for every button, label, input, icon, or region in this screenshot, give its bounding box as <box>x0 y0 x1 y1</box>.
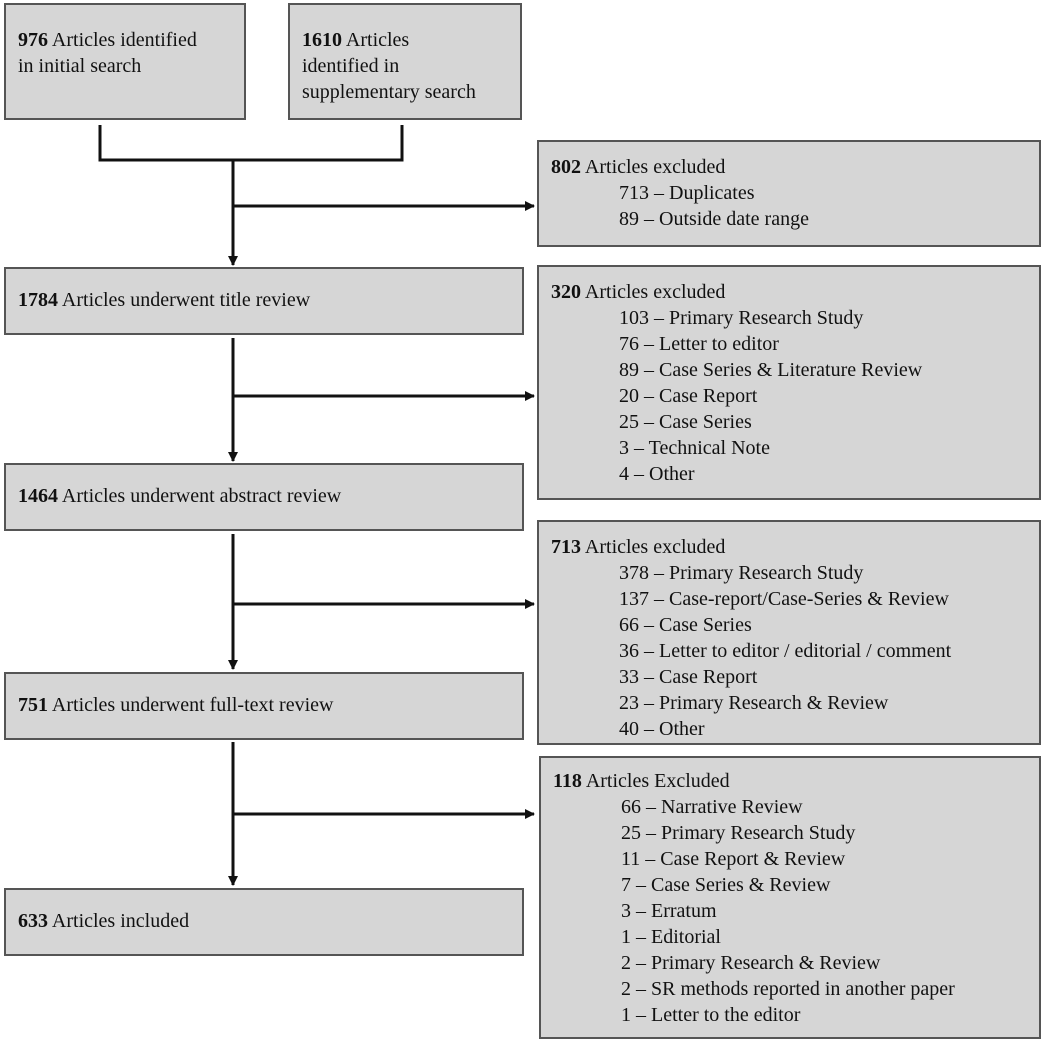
exclusion-item: 11 – Case Report & Review <box>621 848 846 870</box>
exclusion-box-1 <box>537 140 1041 247</box>
source-text-line: supplementary search <box>302 81 476 103</box>
exclusion-item: 23 – Primary Research & Review <box>619 692 889 714</box>
exclusion-item: 137 – Case-report/Case-Series & Review <box>619 588 949 610</box>
exclusion-item: 713 – Duplicates <box>619 182 755 204</box>
stage-count: 1464 <box>18 485 58 507</box>
exclusion-item: 89 – Case Series & Literature Review <box>619 359 923 381</box>
exclusion-item: 40 – Other <box>619 718 705 740</box>
exclusion-item: 103 – Primary Research Study <box>619 307 864 329</box>
exclusion-count: 118 <box>553 770 582 792</box>
exclusion-item: 2 – Primary Research & Review <box>621 952 881 974</box>
exclusion-item: 25 – Case Series <box>619 411 752 433</box>
exclusion-title: Articles excluded <box>584 156 726 178</box>
exclusion-item: 89 – Outside date range <box>619 208 809 230</box>
merge-bracket <box>100 125 402 160</box>
exclusion-count: 713 <box>551 536 581 558</box>
stage-text: Articles underwent title review <box>61 289 311 311</box>
source-text-line: Articles <box>345 29 410 51</box>
exclusion-item: 66 – Narrative Review <box>621 796 803 818</box>
source-text-line: in initial search <box>18 55 142 77</box>
exclusion-item: 36 – Letter to editor / editorial / comment <box>619 640 952 662</box>
stage-text: Articles underwent abstract review <box>61 485 342 507</box>
exclusion-item: 2 – SR methods reported in another paper <box>621 978 955 1000</box>
stage-count: 633 <box>18 910 48 932</box>
exclusion-item: 76 – Letter to editor <box>619 333 779 355</box>
exclusion-count: 802 <box>551 156 581 178</box>
exclusion-box-3 <box>537 520 1041 745</box>
exclusion-item: 25 – Primary Research Study <box>621 822 856 844</box>
exclusion-box-2 <box>537 265 1041 500</box>
exclusion-item: 1 – Editorial <box>621 926 721 948</box>
exclusion-item: 3 – Technical Note <box>619 437 770 459</box>
exclusion-title: Articles Excluded <box>585 770 730 792</box>
exclusion-item: 1 – Letter to the editor <box>621 1004 801 1026</box>
stage-count: 1784 <box>18 289 58 311</box>
source-text-line: identified in <box>302 55 400 77</box>
source-text-line: Articles identified <box>51 29 197 51</box>
exclusion-item: 4 – Other <box>619 463 695 485</box>
stage-box-included <box>4 888 524 956</box>
exclusion-item: 33 – Case Report <box>619 666 758 688</box>
exclusion-count: 320 <box>551 281 581 303</box>
source-count: 976 <box>18 29 48 51</box>
source-box-initial-search <box>4 3 246 120</box>
source-count: 1610 <box>302 29 342 51</box>
stage-box-fulltext-review <box>4 672 524 740</box>
source-box-supplementary-search <box>288 3 522 120</box>
exclusion-item: 66 – Case Series <box>619 614 752 636</box>
exclusion-title: Articles excluded <box>584 281 726 303</box>
stage-box-abstract-review <box>4 463 524 531</box>
exclusion-item: 378 – Primary Research Study <box>619 562 864 584</box>
exclusion-box-4 <box>539 756 1041 1039</box>
exclusion-item: 20 – Case Report <box>619 385 758 407</box>
stage-text: Articles underwent full-text review <box>51 694 334 716</box>
exclusion-item: 7 – Case Series & Review <box>621 874 831 896</box>
exclusion-title: Articles excluded <box>584 536 726 558</box>
stage-count: 751 <box>18 694 48 716</box>
exclusion-item: 3 – Erratum <box>621 900 717 922</box>
stage-box-title-review <box>4 267 524 335</box>
stage-text: Articles included <box>51 910 190 932</box>
